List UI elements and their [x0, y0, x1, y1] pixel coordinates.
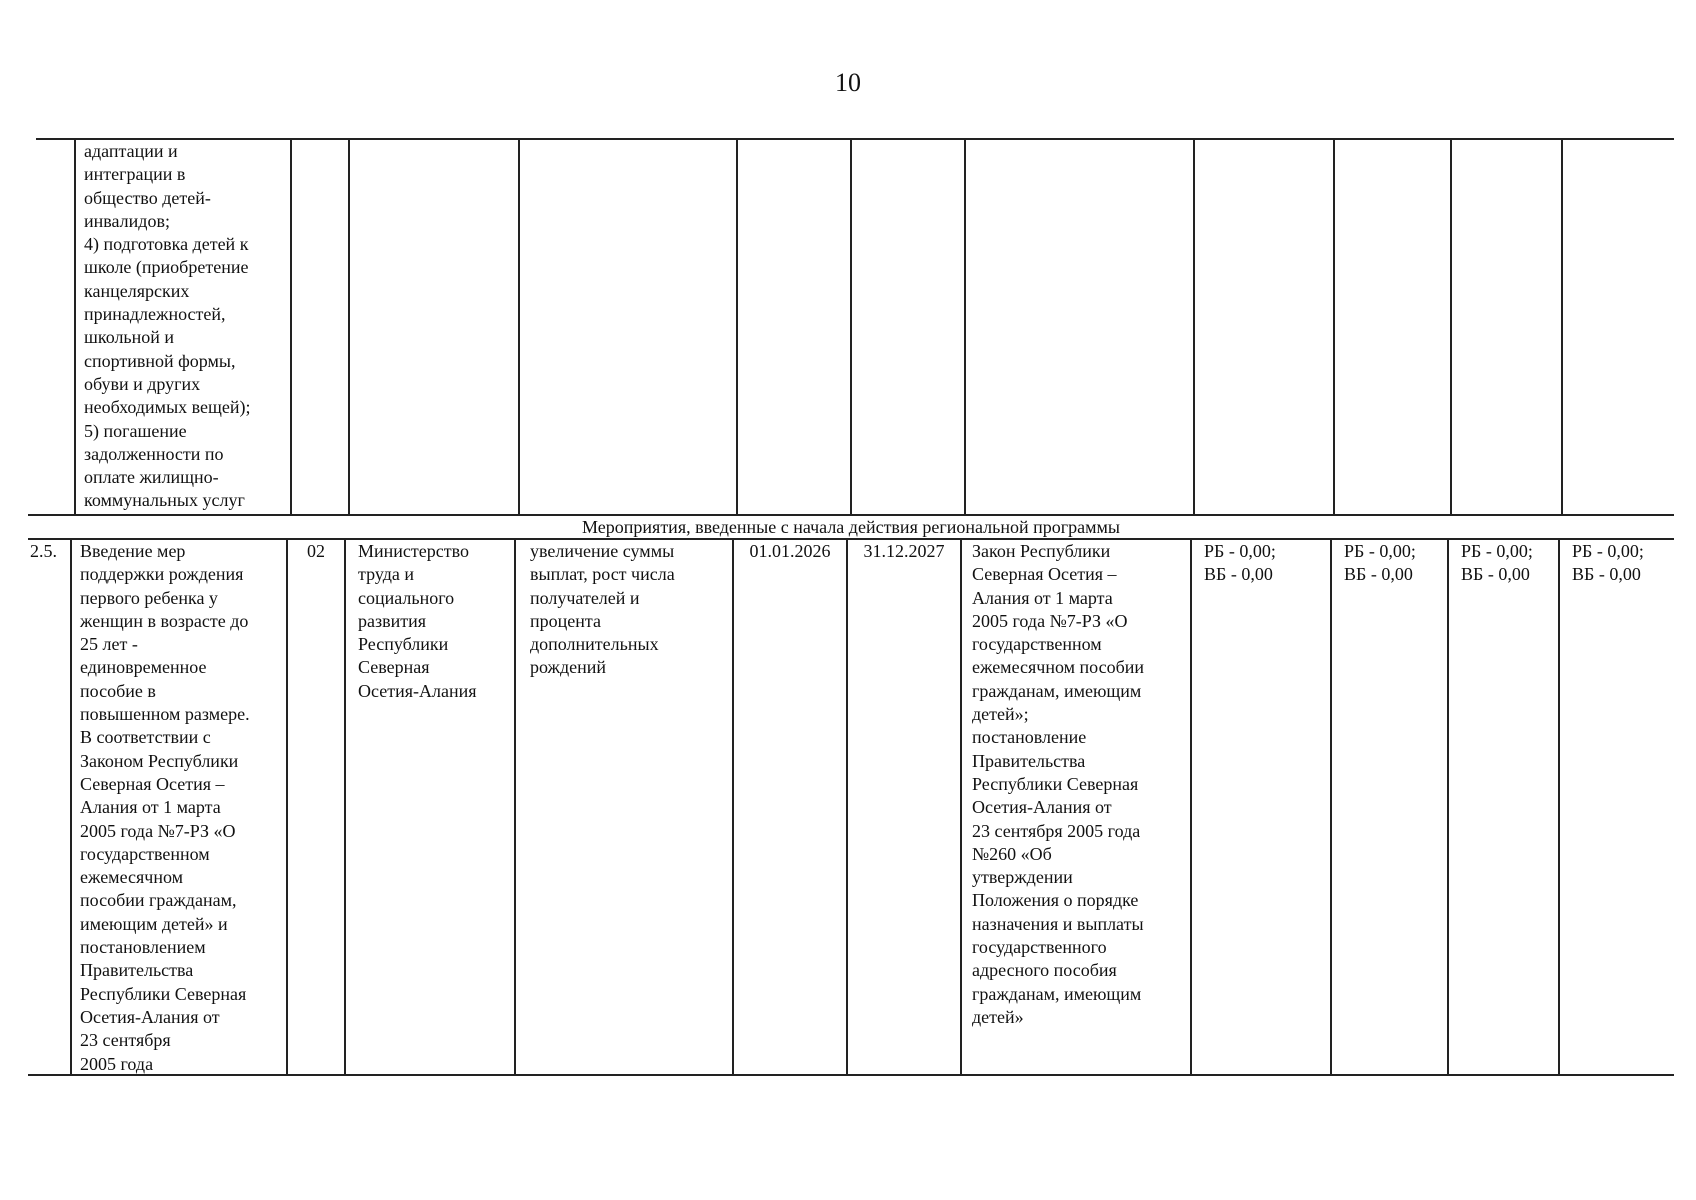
column-divider	[964, 138, 966, 514]
row-legal-basis: Закон Республики Северная Осетия – Алания от 1 марта 2005 года №7-РЗ «О государственном ежемесячном пособии гражданам, имеющим детей»; постановление Правительства Республики Северная Осетия-Алания от 23 сентября 2005 года №260 «Об утверждении Положения о порядке назначения и выплаты государственного адресного пособия гражданам, имеющим детей»	[972, 541, 1145, 1027]
row-funding-2: РБ - 0,00; ВБ - 0,00	[1344, 541, 1416, 585]
column-divider	[348, 138, 350, 514]
row-description: Введение мер поддержки рождения первого ребенка у женщин в возрасте до 25 лет - единовременное пособие в повышенном размере. В соответствии с Законом Республики Северная Осетия – Алания от 1 марта 2005 года №7-РЗ «О государственном ежемесячном пособии гражданам, имеющим детей» и постановлением Правительства Республики Северная Осетия-Алания от 23 сентября 2005 года	[80, 541, 250, 1074]
row-number: 2.5.	[30, 541, 57, 561]
row-funding-4: РБ - 0,00; ВБ - 0,00	[1572, 541, 1644, 585]
continuation-description: адаптации и интеграции в общество детей- инвалидов; 4) подготовка детей к школе (приобретение канцелярских принадлежностей, школьной и спортивной формы, обуви и других необходимых вещей); 5) погашение задолженности по оплате жилищно- коммунальных услуг	[84, 141, 251, 511]
column-divider	[960, 538, 962, 1074]
column-divider	[344, 538, 346, 1074]
measures-table	[28, 138, 1674, 1076]
column-divider	[286, 538, 288, 1074]
column-divider	[1190, 538, 1192, 1074]
column-divider	[1558, 538, 1560, 1074]
column-divider	[1193, 138, 1195, 514]
row-funding-1: РБ - 0,00; ВБ - 0,00	[1204, 541, 1276, 585]
page-number: 10	[835, 68, 861, 97]
column-divider	[1450, 138, 1452, 514]
column-divider	[850, 138, 852, 514]
column-divider	[846, 538, 848, 1074]
column-divider	[514, 538, 516, 1074]
section-header: Мероприятия, введенные с начала действия региональной программы	[582, 517, 1120, 537]
column-divider	[518, 138, 520, 514]
column-divider	[70, 538, 72, 1074]
column-divider	[1333, 138, 1335, 514]
column-divider	[736, 138, 738, 514]
row-executor: Министерство труда и социального развития Республики Северная Осетия-Алания	[358, 541, 477, 701]
column-divider	[1447, 538, 1449, 1074]
row-code: 02	[307, 541, 325, 561]
column-divider	[1330, 538, 1332, 1074]
row-end-date: 31.12.2027	[863, 541, 945, 561]
column-divider	[1561, 138, 1563, 514]
column-divider	[290, 138, 292, 514]
column-divider	[74, 138, 76, 514]
row-start-date: 01.01.2026	[749, 541, 831, 561]
column-divider	[732, 538, 734, 1074]
row-result: увеличение суммы выплат, рост числа получателей и процента дополнительных рождений	[530, 541, 675, 678]
row-funding-3: РБ - 0,00; ВБ - 0,00	[1461, 541, 1533, 585]
